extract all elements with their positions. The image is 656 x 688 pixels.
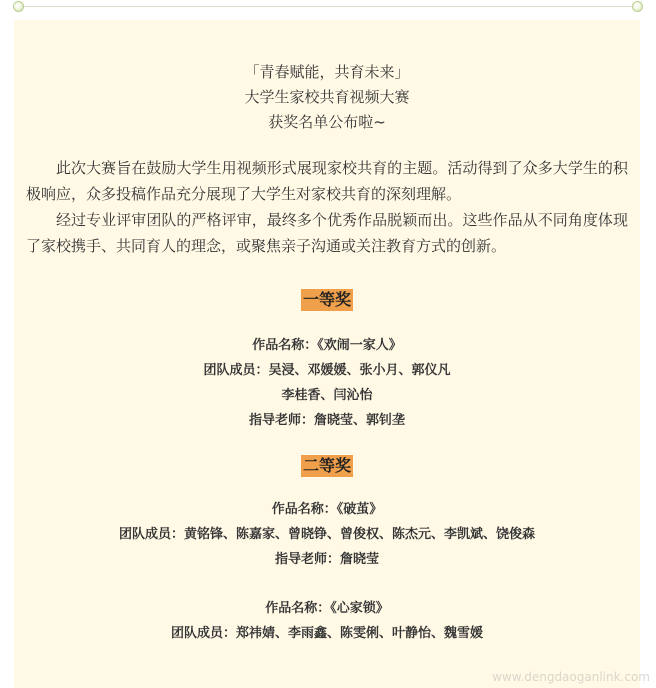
- team-members: 团队成员：吴浸、邓媛媛、张小月、郭仪凡: [203, 363, 451, 378]
- intro-section: [26, 155, 628, 259]
- first-prize-label: 一等奖: [302, 290, 351, 309]
- work-title: 作品名称：《欢闹一家人》: [252, 338, 402, 353]
- article-panel: [14, 20, 640, 688]
- title-line-1: 「青春赋能，共育未来」: [244, 63, 410, 81]
- work-title: 作品名称：《心家锁》: [265, 601, 389, 616]
- right-corner-dot-icon: [632, 1, 643, 12]
- second-prize-entry: [26, 497, 628, 572]
- announcement-title: [26, 60, 628, 135]
- team-members: 团队成员：黄铭锋、陈嘉家、曾晓铮、曾俊权、陈杰元、李凯斌、饶俊森: [118, 527, 535, 542]
- left-corner-dot-icon: [13, 1, 24, 12]
- top-divider-line: [18, 6, 638, 7]
- title-line-2: 大学生家校共育视频大赛: [244, 88, 410, 106]
- advisor: 指导老师：詹晓莹、郭钊垄: [248, 413, 405, 428]
- intro-paragraph-1: 此次大赛旨在鼓励大学生用视频形式展现家校共育的主题。活动得到了众多大学生的积极响应，众多投稿作品充分展现了大学生对家校共育的深刻理解。: [26, 159, 628, 203]
- title-line-3: 获奖名单公布啦~: [268, 113, 386, 131]
- second-prize-heading: [26, 455, 628, 477]
- team-members-continued: 李桂香、闫沁怡: [281, 388, 373, 403]
- second-prize-label: 二等奖: [302, 456, 351, 475]
- first-prize-entry: [26, 333, 628, 433]
- first-prize-heading: [26, 289, 628, 311]
- watermark: www.dengdaoganlink.com: [492, 670, 650, 684]
- intro-paragraph-2: 经过专业评审团队的严格评审，最终多个优秀作品脱颖而出。这些作品从不同角度体现了家校携手、共同育人的理念，或聚焦亲子沟通或关注教育方式的创新。: [26, 211, 628, 255]
- team-members: 团队成员：郑祎婧、李雨鑫、陈雯俐、叶静怡、魏雪媛: [170, 626, 483, 641]
- advisor: 指导老师：詹晓莹: [274, 552, 379, 567]
- work-title: 作品名称：《破茧》: [271, 502, 383, 517]
- second-prize-entry: [26, 596, 628, 646]
